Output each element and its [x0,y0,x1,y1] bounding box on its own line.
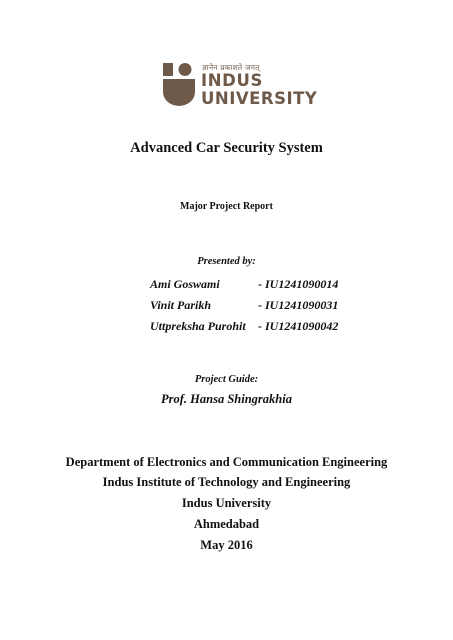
report-title: Advanced Car Security System [130,140,323,156]
logo-tagline: ज्ञानेन प्रकाशते जगत् [202,63,260,72]
member-id: - IU1241090031 [258,298,339,312]
department-name: Department of Electronics and Communication Engineering [65,455,388,469]
report-date: May 2016 [200,538,253,552]
institute-name: Indus Institute of Technology and Engineering [102,475,351,489]
indus-university-logo [163,60,333,110]
city-name: Ahmedabad [193,517,260,531]
member-name: Uttpreksha Purohit [150,319,246,333]
member-id: - IU1241090014 [258,277,339,291]
member-row [150,295,338,316]
member-id: - IU1241090042 [258,319,339,333]
members-list [150,274,338,337]
member-row [150,316,338,337]
project-guide-name: Prof. Hansa Shingrakhia [161,392,292,406]
logo-wordmark-line1: INDUS [201,71,263,90]
logo-wordmark-line2: UNIVERSITY [201,89,318,108]
presented-by-label: Presented by: [197,256,256,267]
report-subtitle: Major Project Report [180,201,273,212]
project-guide-label: Project Guide: [194,374,259,385]
university-name: Indus University [181,496,272,510]
member-name: Vinit Parikh [150,298,212,312]
member-row [150,274,338,295]
university-emblem-icon [163,60,195,106]
member-name: Ami Goswami [150,277,220,291]
